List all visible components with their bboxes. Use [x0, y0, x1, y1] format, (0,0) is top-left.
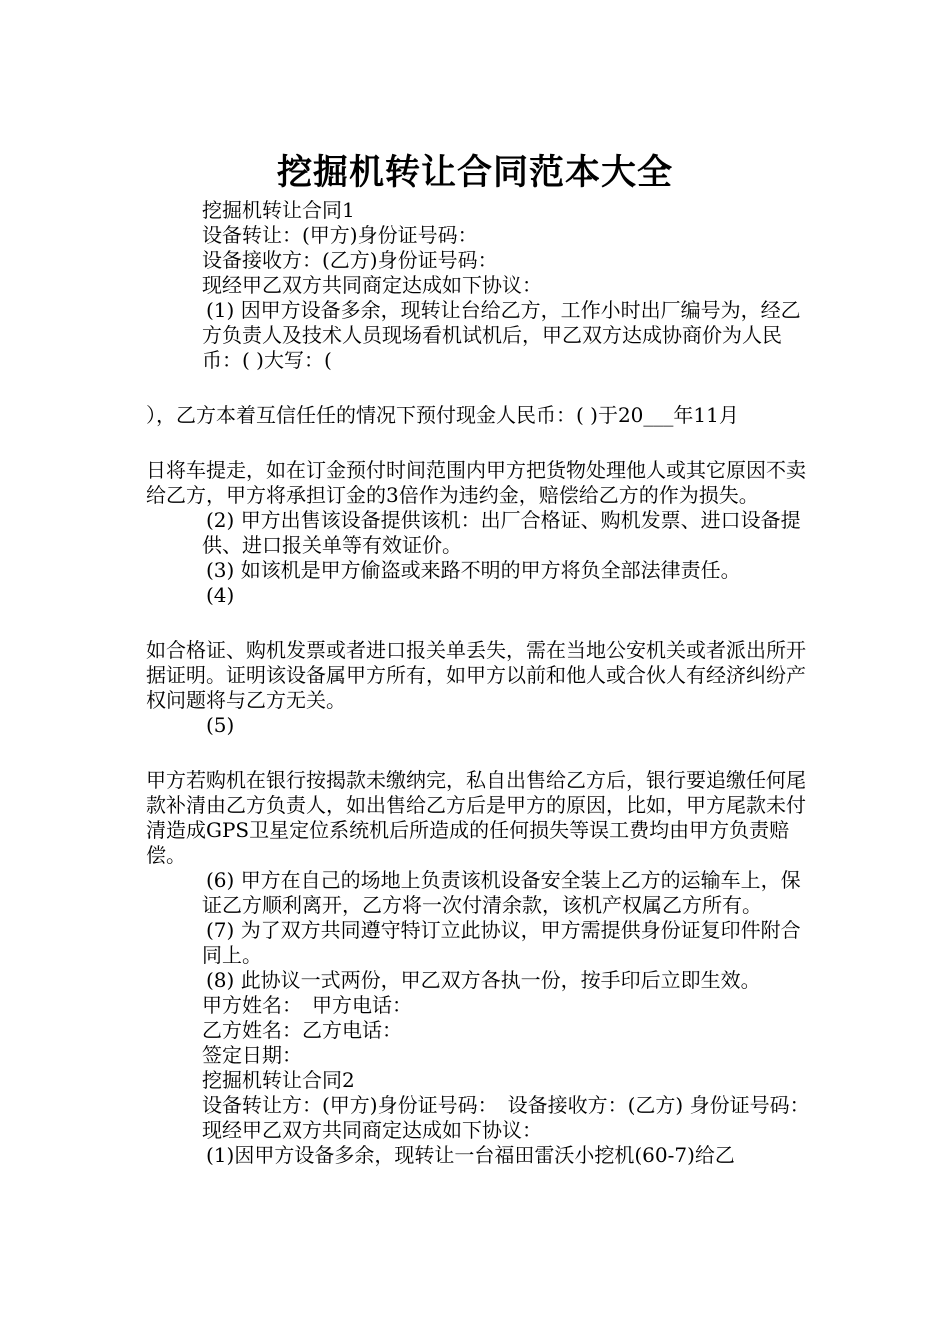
paragraph: (5): [206, 713, 235, 737]
paragraph: 设备接收方：(乙方)身份证号码：: [202, 248, 498, 272]
paragraph: (2) 甲方出售该设备提供该机：出厂合格证、购机发票、进口设备提供、进口报关单等有效证价。: [202, 508, 801, 557]
paragraph: 挖掘机转让合同1: [202, 198, 355, 222]
paragraph: (1) 因甲方设备多余，现转让台给乙方，工作小时出厂编号为，经乙方负责人及技术人员现场看机试机后，甲乙双方达成协商价为人民币：( )大写：(: [202, 298, 801, 372]
paragraph-gap: [146, 428, 816, 458]
paragraph: 甲方若购机在银行按揭款未缴纳完，私自出售给乙方后，银行要追缴任何尾款补清由乙方负责人，如出售给乙方后是甲方的原因，比如，甲方尾款未付清造成GPS卫星定位系统机后所造成的任何损失等误工费均由甲方负责赔偿。: [146, 768, 806, 867]
paragraph-gap: [146, 738, 816, 768]
paragraph: 签定日期：: [202, 1043, 302, 1067]
paragraph: 现经甲乙双方共同商定达成如下协议：: [202, 273, 542, 297]
paragraph: 乙方姓名：乙方电话：: [202, 1018, 402, 1042]
paragraph: ），乙方本着互信任任的情况下预付现金人民币：( )于20___年11月: [146, 403, 739, 427]
paragraph: 设备转让：(甲方)身份证号码：: [202, 223, 478, 247]
paragraph: 甲方姓名： 甲方电话：: [202, 993, 412, 1017]
paragraph: 设备转让方：(甲方)身份证号码： 设备接收方：(乙方) 身份证号码： 现经甲乙双方共同商定达成如下协议：: [202, 1093, 820, 1142]
paragraph: (1)因甲方设备多余，现转让一台福田雷沃小挖机(60-7)给乙: [206, 1143, 735, 1167]
paragraph: (4): [206, 583, 235, 607]
paragraph: (3) 如该机是甲方偷盗或来路不明的甲方将负全部法律责任。: [206, 558, 741, 582]
paragraph-gap: [146, 608, 816, 638]
paragraph: 如合格证、购机发票或者进口报关单丢失，需在当地公安机关或者派出所开据证明。证明该设备属甲方所有，如甲方以前和他人或合伙人有经济纠纷产权问题将与乙方无关。: [146, 638, 806, 712]
paragraph: 日将车提走，如在订金预付时间范围内甲方把货物处理他人或其它原因不卖给乙方，甲方将承担订金的3倍作为违约金，赔偿给乙方的作为损失。: [146, 458, 806, 507]
paragraph: 挖掘机转让合同2: [202, 1068, 355, 1092]
document-title: 挖掘机转让合同范本大全: [276, 152, 673, 194]
document-body: [146, 198, 820, 1168]
paragraph: (8) 此协议一式两份，甲乙双方各执一份，按手印后立即生效。: [206, 968, 761, 992]
paragraph-gap: [146, 373, 816, 403]
paragraph: (7) 为了双方共同遵守特订立此协议，甲方需提供身份证复印件附合同上。: [202, 918, 801, 967]
paragraph: (6) 甲方在自己的场地上负责该机设备安全装上乙方的运输车上，保证乙方顺利离开，乙方将一次付清余款，该机产权属乙方所有。: [202, 868, 801, 917]
